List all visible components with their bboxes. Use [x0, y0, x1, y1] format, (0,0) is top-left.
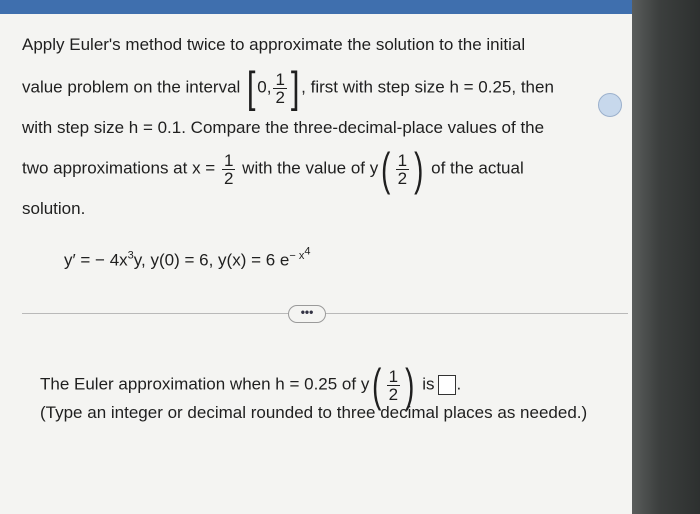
equation-exponent-2-power: 4 [304, 245, 311, 257]
fraction-denominator: 2 [388, 384, 399, 404]
right-paren-icon: ) [405, 359, 415, 411]
answer-question-is: is [422, 374, 435, 394]
fraction-denominator: 2 [275, 87, 285, 107]
equation-part-1: y′ = − 4x [64, 250, 128, 270]
differential-equation [64, 245, 310, 270]
right-paren-icon: ) [414, 143, 424, 195]
problem-line-2 [22, 63, 554, 112]
question-fraction [387, 368, 400, 403]
fraction-numerator: 1 [388, 366, 399, 386]
equation-exponent-1: 3 [127, 249, 134, 262]
answer-period: . [456, 374, 462, 394]
y-argument-fraction [396, 152, 409, 187]
problem-line-2-text: value problem on the interval [22, 77, 241, 97]
help-icon[interactable] [598, 93, 622, 117]
interval-end-fraction [273, 71, 286, 106]
x-value-fraction [222, 152, 235, 187]
right-bracket-icon: ] [290, 63, 300, 112]
problem-line-4-middle: with the value of y [242, 158, 379, 178]
problem-line-4 [22, 143, 524, 195]
answer-input[interactable] [438, 375, 456, 395]
problem-line-1: Apply Euler's method twice to approximate the solution to the initial [22, 35, 526, 54]
left-paren-icon: ( [381, 143, 391, 195]
exponent-base: − x [289, 249, 305, 262]
problem-line-4-text: two approximations at x = [22, 158, 216, 178]
problem-line-3: with step size h = 0.1. Compare the three-decimal-place values of the [22, 118, 545, 137]
fraction-denominator: 2 [223, 168, 234, 188]
fraction-numerator: 1 [223, 150, 234, 170]
problem-line-2-tail: , first with step size h = 0.25, then [301, 77, 554, 97]
more-button[interactable]: ••• [288, 305, 326, 323]
equation-part-2: y, y(0) = 6, y(x) = 6 e [133, 250, 290, 270]
interval-start: 0, [257, 77, 272, 97]
equation-exponent-2 [289, 245, 311, 262]
fraction-denominator: 2 [397, 168, 408, 188]
problem-line-5: solution. [22, 199, 86, 218]
fraction-numerator: 1 [275, 69, 285, 89]
answer-hint: (Type an integer or decimal rounded to three decimal places as needed.) [40, 403, 588, 422]
fraction-numerator: 1 [397, 150, 408, 170]
left-bracket-icon: [ [246, 63, 256, 112]
screen-bezel [632, 0, 700, 514]
answer-question-text: The Euler approximation when h = 0.25 of y [40, 374, 370, 394]
problem-line-4-tail: of the actual [431, 158, 524, 178]
left-paren-icon: ( [372, 359, 382, 411]
